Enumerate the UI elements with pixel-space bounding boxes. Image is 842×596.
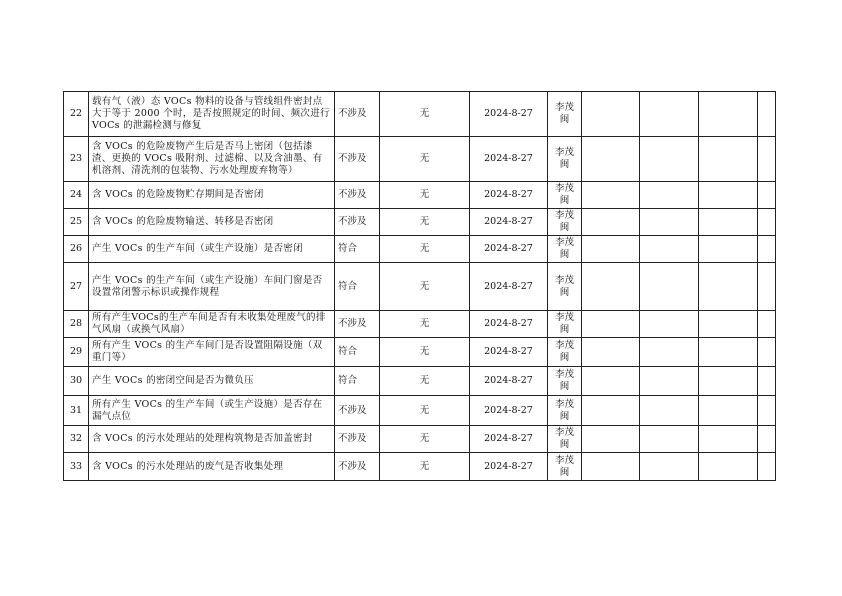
table-row [64,92,776,137]
blank-cell [640,338,699,367]
row-number: 28 [64,311,89,338]
row-number: 27 [64,263,89,311]
check-result: 不涉及 [335,311,380,338]
blank-cell [640,209,699,236]
table-row [64,263,776,311]
inspector-name: 李茂闽 [548,396,582,426]
table-row [64,367,776,396]
blank-cell [640,367,699,396]
check-item: 所有产生 VOCs 的生产车间门是否设置阻隔设施（双重门等） [89,338,335,367]
blank-cell [582,367,640,396]
inspector-name: 李茂闽 [548,92,582,137]
blank-cell [640,137,699,182]
blank-cell [582,396,640,426]
row-number: 22 [64,92,89,137]
blank-cell [758,311,776,338]
check-result: 符合 [335,236,380,263]
table-row [64,396,776,426]
inspector-name: 李茂闽 [548,426,582,453]
check-date: 2024-8-27 [470,367,548,396]
blank-cell [699,338,758,367]
blank-cell [758,209,776,236]
blank-cell [640,263,699,311]
issue-found: 无 [380,311,470,338]
check-item: 产生 VOCs 的密闭空间是否为微负压 [89,367,335,396]
check-result: 不涉及 [335,426,380,453]
blank-cell [582,92,640,137]
check-date: 2024-8-27 [470,311,548,338]
row-number: 23 [64,137,89,182]
check-result: 不涉及 [335,396,380,426]
row-number: 29 [64,338,89,367]
row-number: 26 [64,236,89,263]
blank-cell [699,236,758,263]
blank-cell [699,182,758,209]
issue-found: 无 [380,137,470,182]
check-item: 含 VOCs 的危险废物输送、转移是否密闭 [89,209,335,236]
issue-found: 无 [380,367,470,396]
check-item: 含 VOCs 的污水处理站的处理构筑物是否加盖密封 [89,426,335,453]
inspector-name: 李茂闽 [548,263,582,311]
row-number: 25 [64,209,89,236]
check-date: 2024-8-27 [470,137,548,182]
blank-cell [758,367,776,396]
blank-cell [699,396,758,426]
issue-found: 无 [380,263,470,311]
row-number: 31 [64,396,89,426]
blank-cell [758,453,776,481]
blank-cell [758,426,776,453]
blank-cell [582,311,640,338]
blank-cell [699,311,758,338]
row-number: 33 [64,453,89,481]
issue-found: 无 [380,396,470,426]
table-row [64,209,776,236]
table-row [64,453,776,481]
inspector-name: 李茂闽 [548,209,582,236]
blank-cell [582,426,640,453]
blank-cell [758,396,776,426]
blank-cell [582,209,640,236]
inspector-name: 李茂闽 [548,182,582,209]
check-item: 含 VOCs 的危险废物贮存期间是否密闭 [89,182,335,209]
blank-cell [640,236,699,263]
check-result: 符合 [335,263,380,311]
blank-cell [758,92,776,137]
issue-found: 无 [380,209,470,236]
check-item: 载有气（液）态 VOCs 物料的设备与管线组件密封点大于等于 2000 个时，是否按照规定的时间、频次进行 VOCs 的泄漏检测与修复 [89,92,335,137]
blank-cell [582,263,640,311]
check-item: 含 VOCs 的污水处理站的废气是否收集处理 [89,453,335,481]
blank-cell [699,426,758,453]
blank-cell [582,236,640,263]
check-item: 含 VOCs 的危险废物产生后是否马上密闭（包括漆渣、更换的 VOCs 吸附剂、过滤棉、以及含油墨、有机溶剂、清洗剂的包装物、污水处理废弃物等） [89,137,335,182]
blank-cell [758,182,776,209]
issue-found: 无 [380,453,470,481]
blank-cell [582,182,640,209]
blank-cell [758,236,776,263]
blank-cell [699,92,758,137]
check-date: 2024-8-27 [470,263,548,311]
issue-found: 无 [380,92,470,137]
check-item: 所有产生 VOCs 的生产车间（或生产设施）是否存在漏气点位 [89,396,335,426]
check-result: 不涉及 [335,453,380,481]
check-result: 符合 [335,338,380,367]
row-number: 32 [64,426,89,453]
check-date: 2024-8-27 [470,236,548,263]
check-result: 不涉及 [335,92,380,137]
table-row [64,137,776,182]
blank-cell [758,338,776,367]
blank-cell [640,92,699,137]
inspector-name: 李茂闽 [548,453,582,481]
check-date: 2024-8-27 [470,396,548,426]
check-result: 符合 [335,367,380,396]
inspection-table [63,91,776,481]
inspector-name: 李茂闽 [548,367,582,396]
blank-cell [640,311,699,338]
inspector-name: 李茂闽 [548,236,582,263]
table-row [64,236,776,263]
check-item: 产生 VOCs 的生产车间（或生产设施）是否密闭 [89,236,335,263]
check-result: 不涉及 [335,137,380,182]
check-date: 2024-8-27 [470,426,548,453]
table-row [64,426,776,453]
issue-found: 无 [380,426,470,453]
table-row [64,338,776,367]
issue-found: 无 [380,182,470,209]
blank-cell [699,209,758,236]
inspector-name: 李茂闽 [548,338,582,367]
check-result: 不涉及 [335,209,380,236]
row-number: 24 [64,182,89,209]
check-item: 产生 VOCs 的生产车间（或生产设施）车间门窗是否设置常闭警示标识或操作规程 [89,263,335,311]
blank-cell [582,137,640,182]
blank-cell [699,137,758,182]
check-item: 所有产生VOCs的生产车间是否有未收集处理废气的排气风扇（或换气风扇） [89,311,335,338]
table-row [64,182,776,209]
blank-cell [582,338,640,367]
check-date: 2024-8-27 [470,338,548,367]
blank-cell [640,426,699,453]
check-date: 2024-8-27 [470,209,548,236]
check-date: 2024-8-27 [470,453,548,481]
blank-cell [582,453,640,481]
blank-cell [699,367,758,396]
issue-found: 无 [380,236,470,263]
blank-cell [699,263,758,311]
blank-cell [699,453,758,481]
issue-found: 无 [380,338,470,367]
inspector-name: 李茂闽 [548,137,582,182]
row-number: 30 [64,367,89,396]
check-result: 不涉及 [335,182,380,209]
check-date: 2024-8-27 [470,92,548,137]
blank-cell [758,263,776,311]
check-date: 2024-8-27 [470,182,548,209]
inspector-name: 李茂闽 [548,311,582,338]
blank-cell [640,453,699,481]
table-row [64,311,776,338]
blank-cell [640,182,699,209]
blank-cell [640,396,699,426]
blank-cell [758,137,776,182]
table-body [64,92,776,481]
